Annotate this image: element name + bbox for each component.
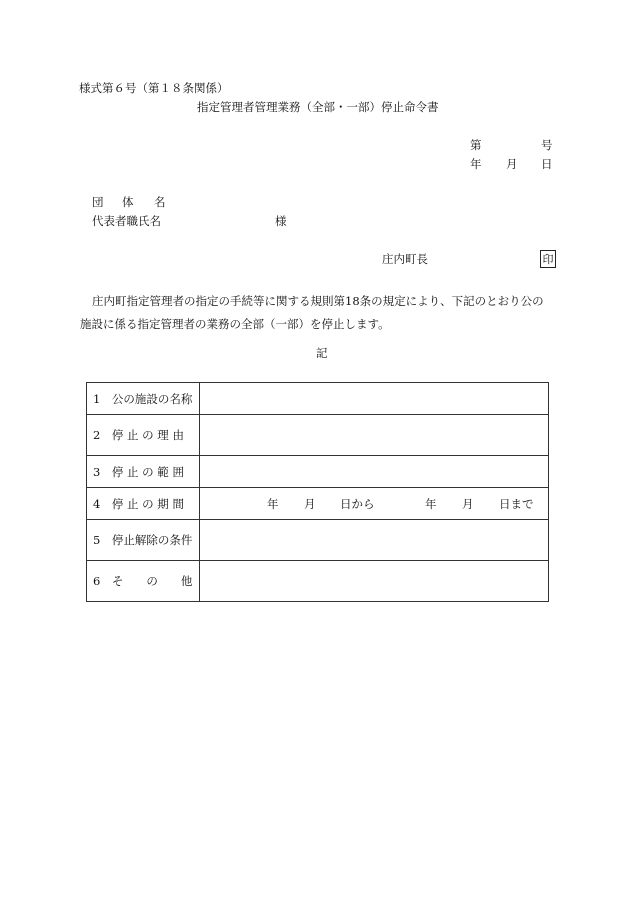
table-row	[87, 520, 549, 561]
seal-mark: 印	[540, 250, 556, 268]
period-until: 日まで	[499, 496, 534, 511]
table-row	[87, 488, 549, 520]
row-label: 4 停 止 の 期 間	[87, 488, 200, 520]
document-title: 指定管理者管理業務（全部・一部）停止命令書	[197, 100, 439, 114]
row-label: 2 停 止 の 理 由	[87, 415, 200, 456]
details-table	[86, 382, 549, 602]
ki-heading: 記	[316, 346, 328, 360]
org-char: 名	[154, 195, 166, 209]
row-label: 5 停止解除の条件	[87, 520, 200, 561]
table-row	[87, 561, 549, 602]
representative-label: 代表者職氏名	[92, 214, 161, 228]
period-month1: 月	[304, 496, 316, 511]
table-row	[87, 415, 549, 456]
document-number-suffix: 号	[541, 138, 553, 152]
row-value	[200, 520, 549, 561]
period-cell	[200, 488, 549, 520]
row-label: 3 停 止 の 範 囲	[87, 456, 200, 488]
date-day-label: 日	[541, 157, 553, 171]
honorific: 様	[275, 214, 287, 228]
row-value	[200, 456, 549, 488]
org-char: 団	[92, 195, 104, 209]
org-char: 体	[122, 195, 134, 209]
row-value	[200, 561, 549, 602]
period-from: 日から	[340, 496, 375, 511]
form-number: 様式第６号（第１８条関係）	[79, 81, 229, 95]
period-year2: 年	[425, 496, 437, 511]
organization-name-label	[92, 197, 166, 209]
row-value	[200, 383, 549, 415]
row-label: 6 そ の 他	[87, 561, 200, 602]
table-row	[87, 383, 549, 415]
table-row	[87, 456, 549, 488]
row-value	[200, 415, 549, 456]
row-label: 1 公の施設の名称	[87, 383, 200, 415]
date-month-label: 月	[506, 157, 518, 171]
document-number-prefix: 第	[470, 138, 482, 152]
body-paragraph: 庄内町指定管理者の指定の手続等に関する規則第18条の規定により、下記のとおり公の施設に係る指定管理者の業務の全部（一部）を停止します。	[80, 294, 544, 331]
date-year-label: 年	[470, 157, 482, 171]
issuer-name: 庄内町長	[382, 252, 428, 266]
period-year1: 年	[267, 496, 279, 511]
period-month2: 月	[462, 496, 474, 511]
